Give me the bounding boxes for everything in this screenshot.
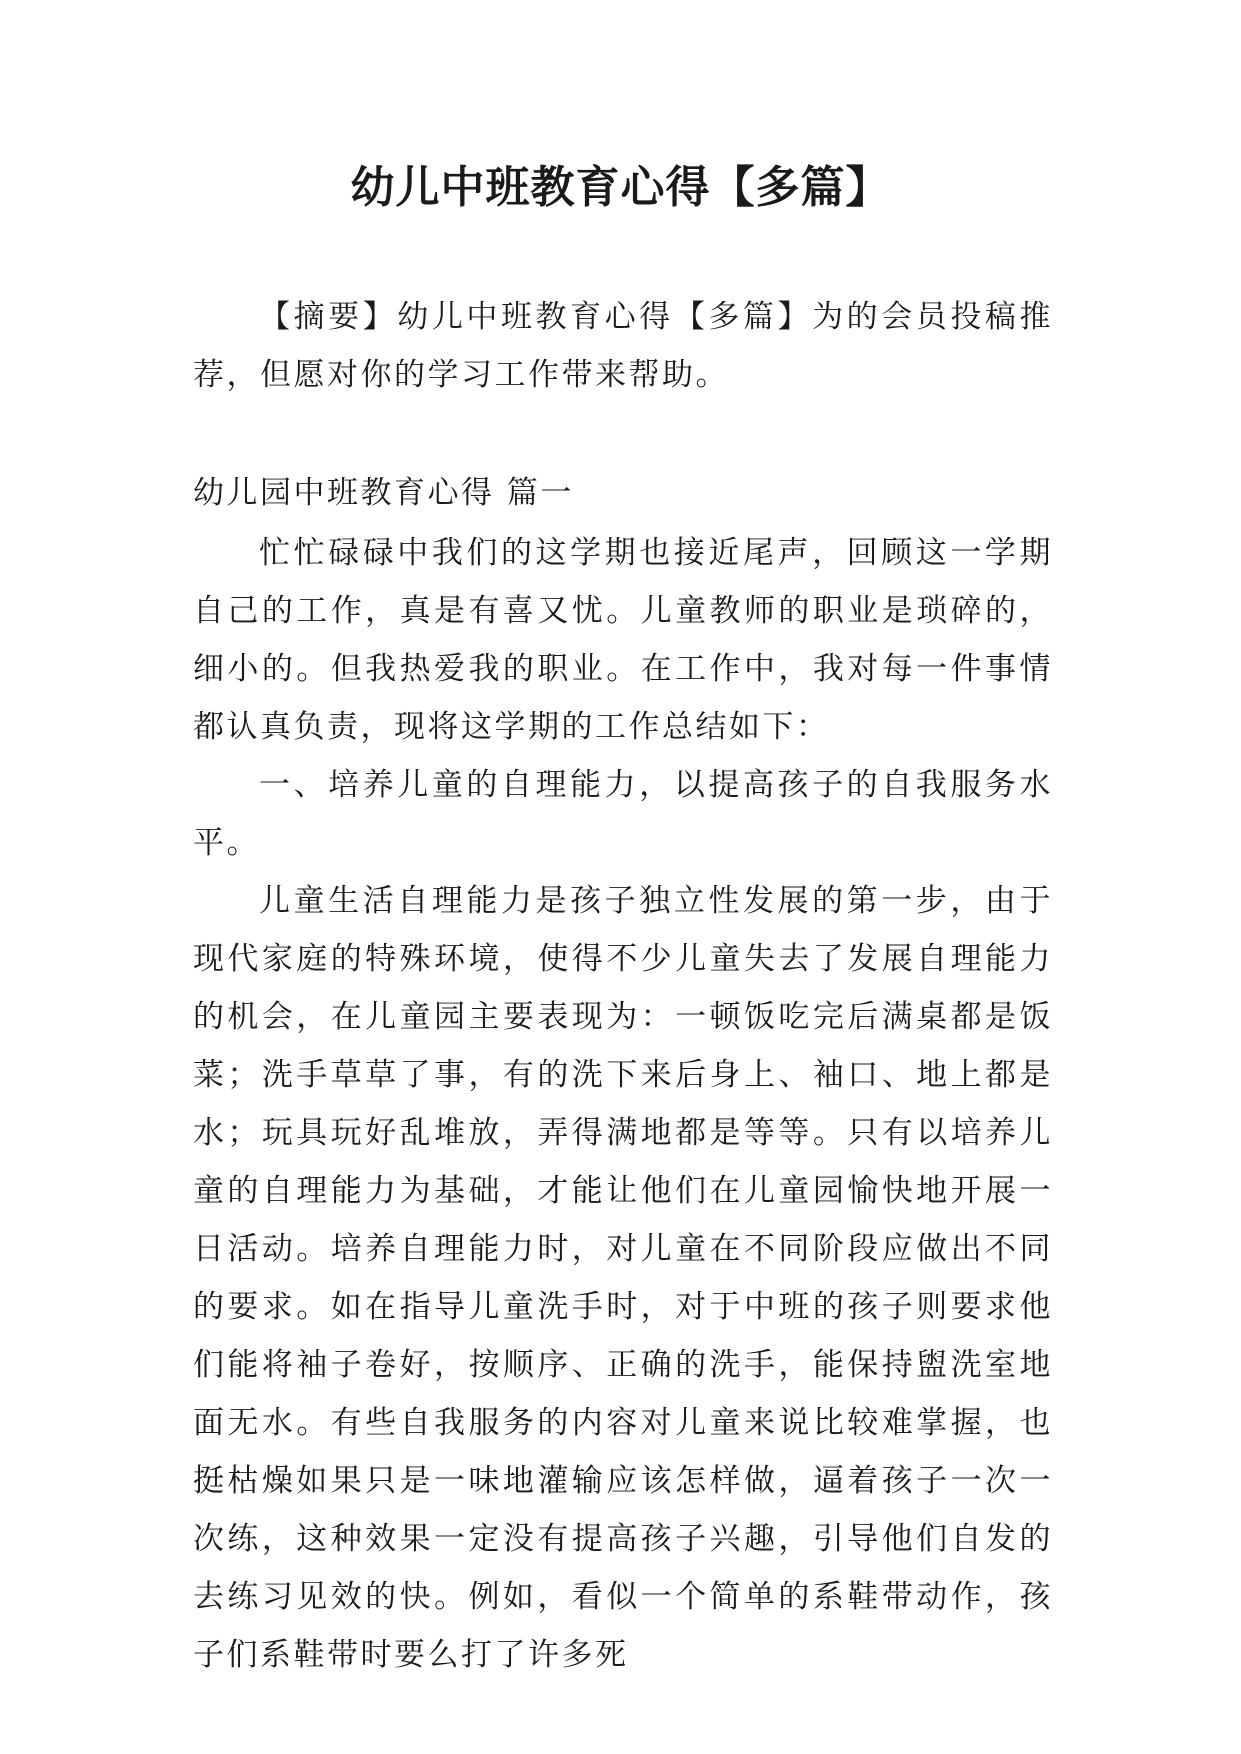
article-body (193, 524, 1053, 1684)
body-paragraph: 一、培养儿童的自理能力，以提高孩子的自我服务水平。 (193, 767, 1053, 861)
body-paragraph: 儿童生活自理能力是孩子独立性发展的第一步，由于现代家庭的特殊环境，使得不少儿童失去了发展自理能力的机会，在儿童园主要表现为：一顿饭吃完后满桌都是饭菜；洗手草草了事，有的洗下来后身上、袖口、地上都是水；玩具玩好乱堆放，弄得满地都是等等。只有以培养儿童的自理能力为基础，才能让他们在儿童园愉快地开展一日活动。培养自理能力时，对儿童在不同阶段应做出不同的要求。如在指导儿童洗手时，对于中班的孩子则要求他们能将袖子卷好，按顺序、正确的洗手，能保持盥洗室地面无水。有些自我服务的内容对儿童来说比较难掌握，也挺枯燥如果只是一味地灌输应该怎样做，逼着孩子一次一次练，这种效果一定没有提高孩子兴趣，引导他们自发的去练习见效的快。例如，看似一个简单的系鞋带动作，孩子们系鞋带时要么打了许多死 (193, 883, 1053, 1673)
section-heading: 幼儿园中班教育心得 篇一 (193, 475, 574, 511)
document-title: 幼儿中班教育心得【多篇】 (350, 162, 891, 213)
summary-paragraph: 【摘要】幼儿中班教育心得【多篇】为的会员投稿推荐，但愿对你的学习工作带来帮助。 (193, 299, 1053, 393)
body-paragraph: 忙忙碌碌中我们的这学期也接近尾声，回顾这一学期自己的工作，真是有喜又忧。儿童教师的职业是琐碎的，细小的。但我热爱我的职业。在工作中，我对每一件事情都认真负责，现将这学期的工作总结如下： (193, 535, 1053, 745)
